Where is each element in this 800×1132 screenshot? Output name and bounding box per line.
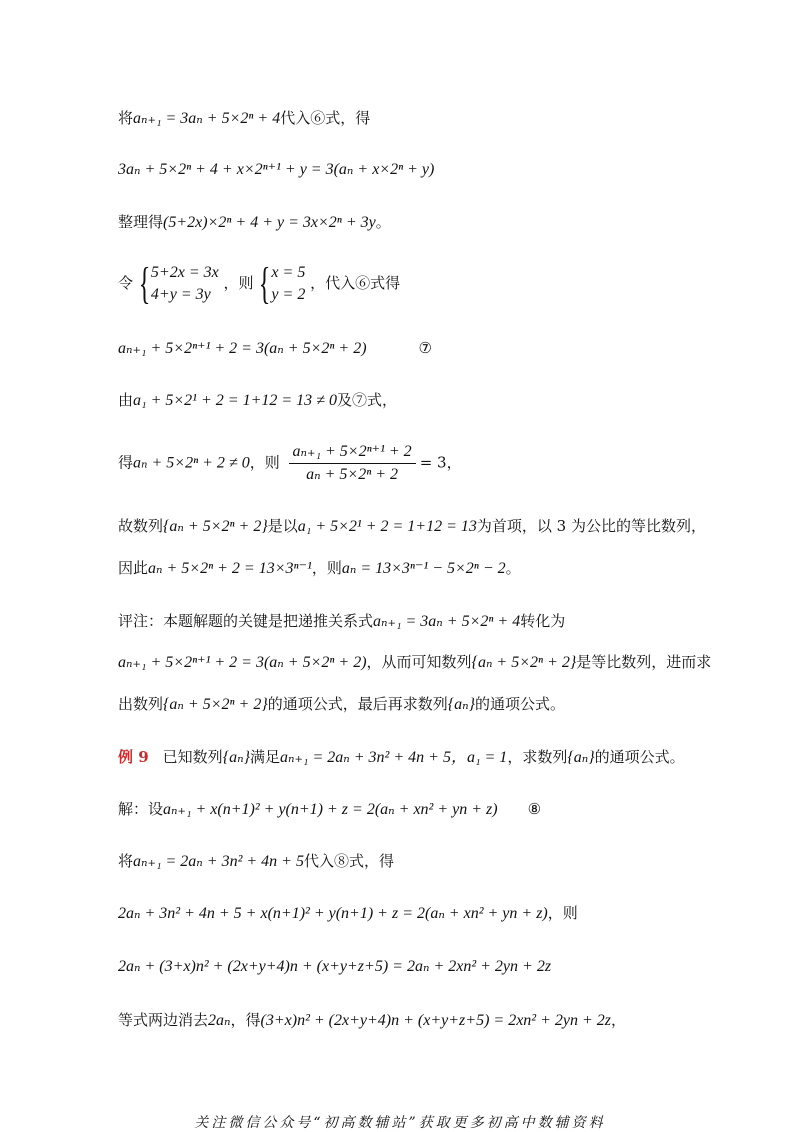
formula: aₙ₊₁ + 5×2ⁿ⁺¹ + 2 = 3(aₙ + 5×2ⁿ + 2): [118, 340, 367, 357]
formula: {aₙ}: [222, 749, 250, 766]
page-footer: 关注微信公众号“初高数辅站”获取更多初高中数辅资料: [194, 1115, 606, 1131]
formula: aₙ₊₁ = 3aₙ + 5×2ⁿ + 4: [373, 613, 521, 630]
text-line-16: 2aₙ + 3n² + 4n + 5 + x(n+1)² + y(n+1) + z = 2(aₙ + xn² + yn + z)，则: [118, 904, 578, 922]
text-line-2: [118, 158, 434, 181]
formula: (5+2x)×2ⁿ + 4 + y = 3x×2ⁿ + 3y: [163, 214, 376, 231]
text-line-7: 得aₙ + 5×2ⁿ + 2 ≠ 0，则 $\frac{\text{aₙ₊₁ + 5×2ⁿ⁺¹ + 2}}{\text{aₙ + 5×2ⁿ + 2}}$ = 3，: [118, 443, 462, 483]
equation-tag: ⑦: [418, 339, 432, 357]
text-line-3: 整理得(5+2x)×2ⁿ + 4 + y = 3x×2ⁿ + 3y。: [118, 213, 391, 231]
formula: a₁ + 5×2¹ + 2 = 1+12 = 13 ≠ 0: [133, 392, 337, 409]
formula: {aₙ}: [567, 749, 595, 766]
text-line-15: 将aₙ₊₁ = 2aₙ + 3n² + 4n + 5代入⑧式，得: [118, 852, 394, 870]
equation-system-2: { x = 5 y = 2: [259, 259, 306, 308]
formula: aₙ₊₁ = 2aₙ + 3n² + 4n + 5，a₁ = 1: [279, 749, 508, 766]
text-line-8: 故数列{aₙ + 5×2ⁿ + 2}是以a₁ + 5×2¹ + 2 = 1+12 = 13为首项，以 3 为公比的等比数列，: [118, 517, 706, 535]
text-line-13: 例 9 已知数列{aₙ}满足aₙ₊₁ = 2aₙ + 3n² + 4n + 5，a₁ = 1，求数列{aₙ}的通项公式。: [118, 748, 685, 766]
example-label: 例 9: [118, 748, 149, 766]
text-line-18: 等式两边消去2aₙ，得(3+x)n² + (2x+y+4)n + (x+y+z+5) = 2xn² + 2yn + 2z，: [118, 1011, 627, 1029]
formula: {aₙ}: [447, 696, 476, 713]
formula: aₙ + 5×2ⁿ + 2 ≠ 0: [133, 454, 250, 472]
text-line-6: 由a₁ + 5×2¹ + 2 = 1+12 = 13 ≠ 0及⑦式，: [118, 391, 397, 409]
text-line-4: 令 { 5+2x = 3x 4+y = 3y ，则 { x = 5 y = 2 ，代入⑥式得: [118, 259, 401, 308]
formula: aₙ + 5×2ⁿ + 2 = 13×3ⁿ⁻¹: [148, 560, 312, 577]
formula: 2aₙ: [208, 1012, 231, 1029]
equation-system-1: { 5+2x = 3x 4+y = 3y: [138, 259, 219, 308]
formula: {aₙ + 5×2ⁿ + 2}: [471, 654, 577, 671]
formula: {aₙ + 5×2ⁿ + 2}: [163, 696, 268, 713]
fraction: $\frac{\text{aₙ₊₁ + 5×2ⁿ⁺¹ + 2}}{\text{aₙ + 5×2ⁿ + 2}}$: [289, 442, 416, 485]
formula: 2aₙ + 3n² + 4n + 5 + x(n+1)² + y(n+1) + z = 2(aₙ + xn² + yn + z): [118, 905, 548, 922]
text-line-10: 评注：本题解题的关键是把递推关系式aₙ₊₁ = 3aₙ + 5×2ⁿ + 4转化为: [118, 612, 566, 630]
formula: {aₙ + 5×2ⁿ + 2}: [163, 518, 268, 535]
formula: aₙ₊₁ + 5×2ⁿ⁺¹ + 2 = 3(aₙ + 5×2ⁿ + 2): [118, 654, 367, 671]
formula: aₙ = 13×3ⁿ⁻¹ − 5×2ⁿ − 2: [341, 560, 506, 577]
text-line-12: 出数列{aₙ + 5×2ⁿ + 2}的通项公式，最后再求数列{aₙ}的通项公式。: [118, 695, 566, 713]
text-line-9: 因此aₙ + 5×2ⁿ + 2 = 13×3ⁿ⁻¹，则aₙ = 13×3ⁿ⁻¹ − 5×2ⁿ − 2。: [118, 559, 521, 577]
formula: aₙ₊₁ = 3aₙ + 5×2ⁿ + 4: [133, 110, 281, 127]
equation-tag: ⑧: [527, 800, 542, 818]
formula: 3aₙ + 5×2ⁿ + 4 + x×2ⁿ⁺¹ + y = 3(aₙ + x×2ⁿ + y): [118, 161, 435, 178]
text-line-1: 将aₙ₊₁ = 3aₙ + 5×2ⁿ + 4代入⑥式，得: [118, 109, 371, 127]
text-line-14: 解：设aₙ₊₁ + x(n+1)² + y(n+1) + z = 2(aₙ + xn² + yn + z) ⑧: [118, 800, 542, 818]
formula: aₙ₊₁ = 2aₙ + 3n² + 4n + 5: [133, 853, 304, 870]
text-line-5: [118, 337, 432, 360]
formula: 2aₙ + (3+x)n² + (2x+y+4)n + (x+y+z+5) = 2aₙ + 2xn² + 2yn + 2z: [118, 958, 552, 975]
formula: a₁ + 5×2¹ + 2 = 1+12 = 13: [297, 518, 477, 535]
text-line-11: aₙ₊₁ + 5×2ⁿ⁺¹ + 2 = 3(aₙ + 5×2ⁿ + 2)，从而可知数列{aₙ + 5×2ⁿ + 2}是等比数列，进而求: [118, 653, 712, 671]
formula: aₙ₊₁ + x(n+1)² + y(n+1) + z = 2(aₙ + xn² + yn + z): [163, 801, 498, 818]
formula: (3+x)n² + (2x+y+4)n + (x+y+z+5) = 2xn² + 2yn + 2z: [260, 1012, 612, 1029]
text-line-17: [118, 955, 551, 978]
